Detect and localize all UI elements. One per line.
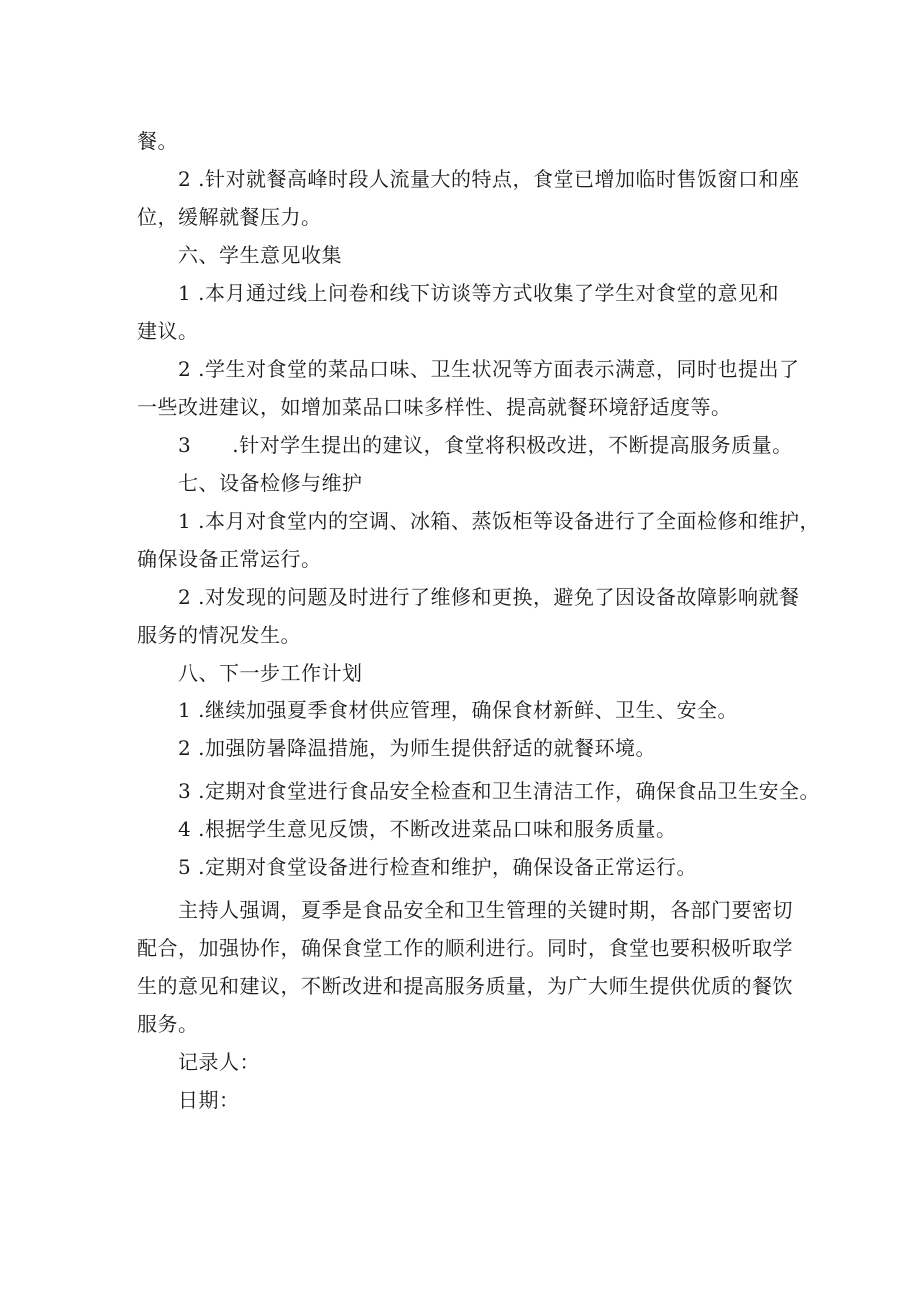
paragraph-line: 主持人强调，夏季是食品安全和卫生管理的关键时期，各部门要密切 — [178, 898, 793, 922]
section-heading: 八、下一步工作计划 — [178, 661, 363, 685]
section-heading: 六、学生意见收集 — [178, 243, 342, 267]
paragraph-line: 配合，加强协作，确保食堂工作的顺利进行。同时，食堂也要积极听取学 — [137, 936, 793, 960]
list-item: 1 .本月通过线上问卷和线下访谈等方式收集了学生对食堂的意见和 — [178, 281, 779, 305]
recorder-label: 记录人： — [178, 1050, 260, 1074]
text-line: 位，缓解就餐压力。 — [137, 205, 322, 229]
list-item: 3 .定期对食堂进行食品安全检查和卫生清洁工作，确保食品卫生安全。 — [178, 779, 820, 803]
date-label: 日期： — [178, 1088, 240, 1112]
list-item: 2 .针对就餐高峰时段人流量大的特点，食堂已增加临时售饭窗口和座 — [178, 167, 800, 191]
text-line: 确保设备正常运行。 — [137, 547, 322, 571]
text-line: 一些改进建议，如增加菜品口味多样性、提高就餐环境舒适度等。 — [137, 395, 732, 419]
text-line: 餐。 — [137, 129, 178, 153]
list-item: 2 .学生对食堂的菜品口味、卫生状况等方面表示满意，同时也提出了 — [178, 357, 800, 381]
list-item: 1 .本月对食堂内的空调、冰箱、蒸饭柜等设备进行了全面检修和维护， — [178, 509, 820, 533]
list-item: 2 .对发现的问题及时进行了维修和更换，避免了因设备故障影响就餐 — [178, 585, 800, 609]
list-item: 3 .针对学生提出的建议，食堂将积极改进，不断提高服务质量。 — [178, 433, 793, 457]
list-item: 4 .根据学生意见反馈，不断改进菜品口味和服务质量。 — [178, 817, 677, 841]
paragraph-line: 生的意见和建议，不断改进和提高服务质量，为广大师生提供优质的餐饮 — [137, 974, 793, 998]
text-line: 服务的情况发生。 — [137, 623, 301, 647]
section-heading: 七、设备检修与维护 — [178, 471, 363, 495]
list-item: 1 .继续加强夏季食材供应管理，确保食材新鲜、卫生、安全。 — [178, 698, 738, 722]
list-item: 5 .定期对食堂设备进行检查和维护，确保设备正常运行。 — [178, 855, 697, 879]
paragraph-line: 服务。 — [137, 1012, 199, 1036]
text-line: 建议。 — [137, 319, 199, 343]
list-item: 2 .加强防暑降温措施，为师生提供舒适的就餐环境。 — [178, 736, 656, 760]
